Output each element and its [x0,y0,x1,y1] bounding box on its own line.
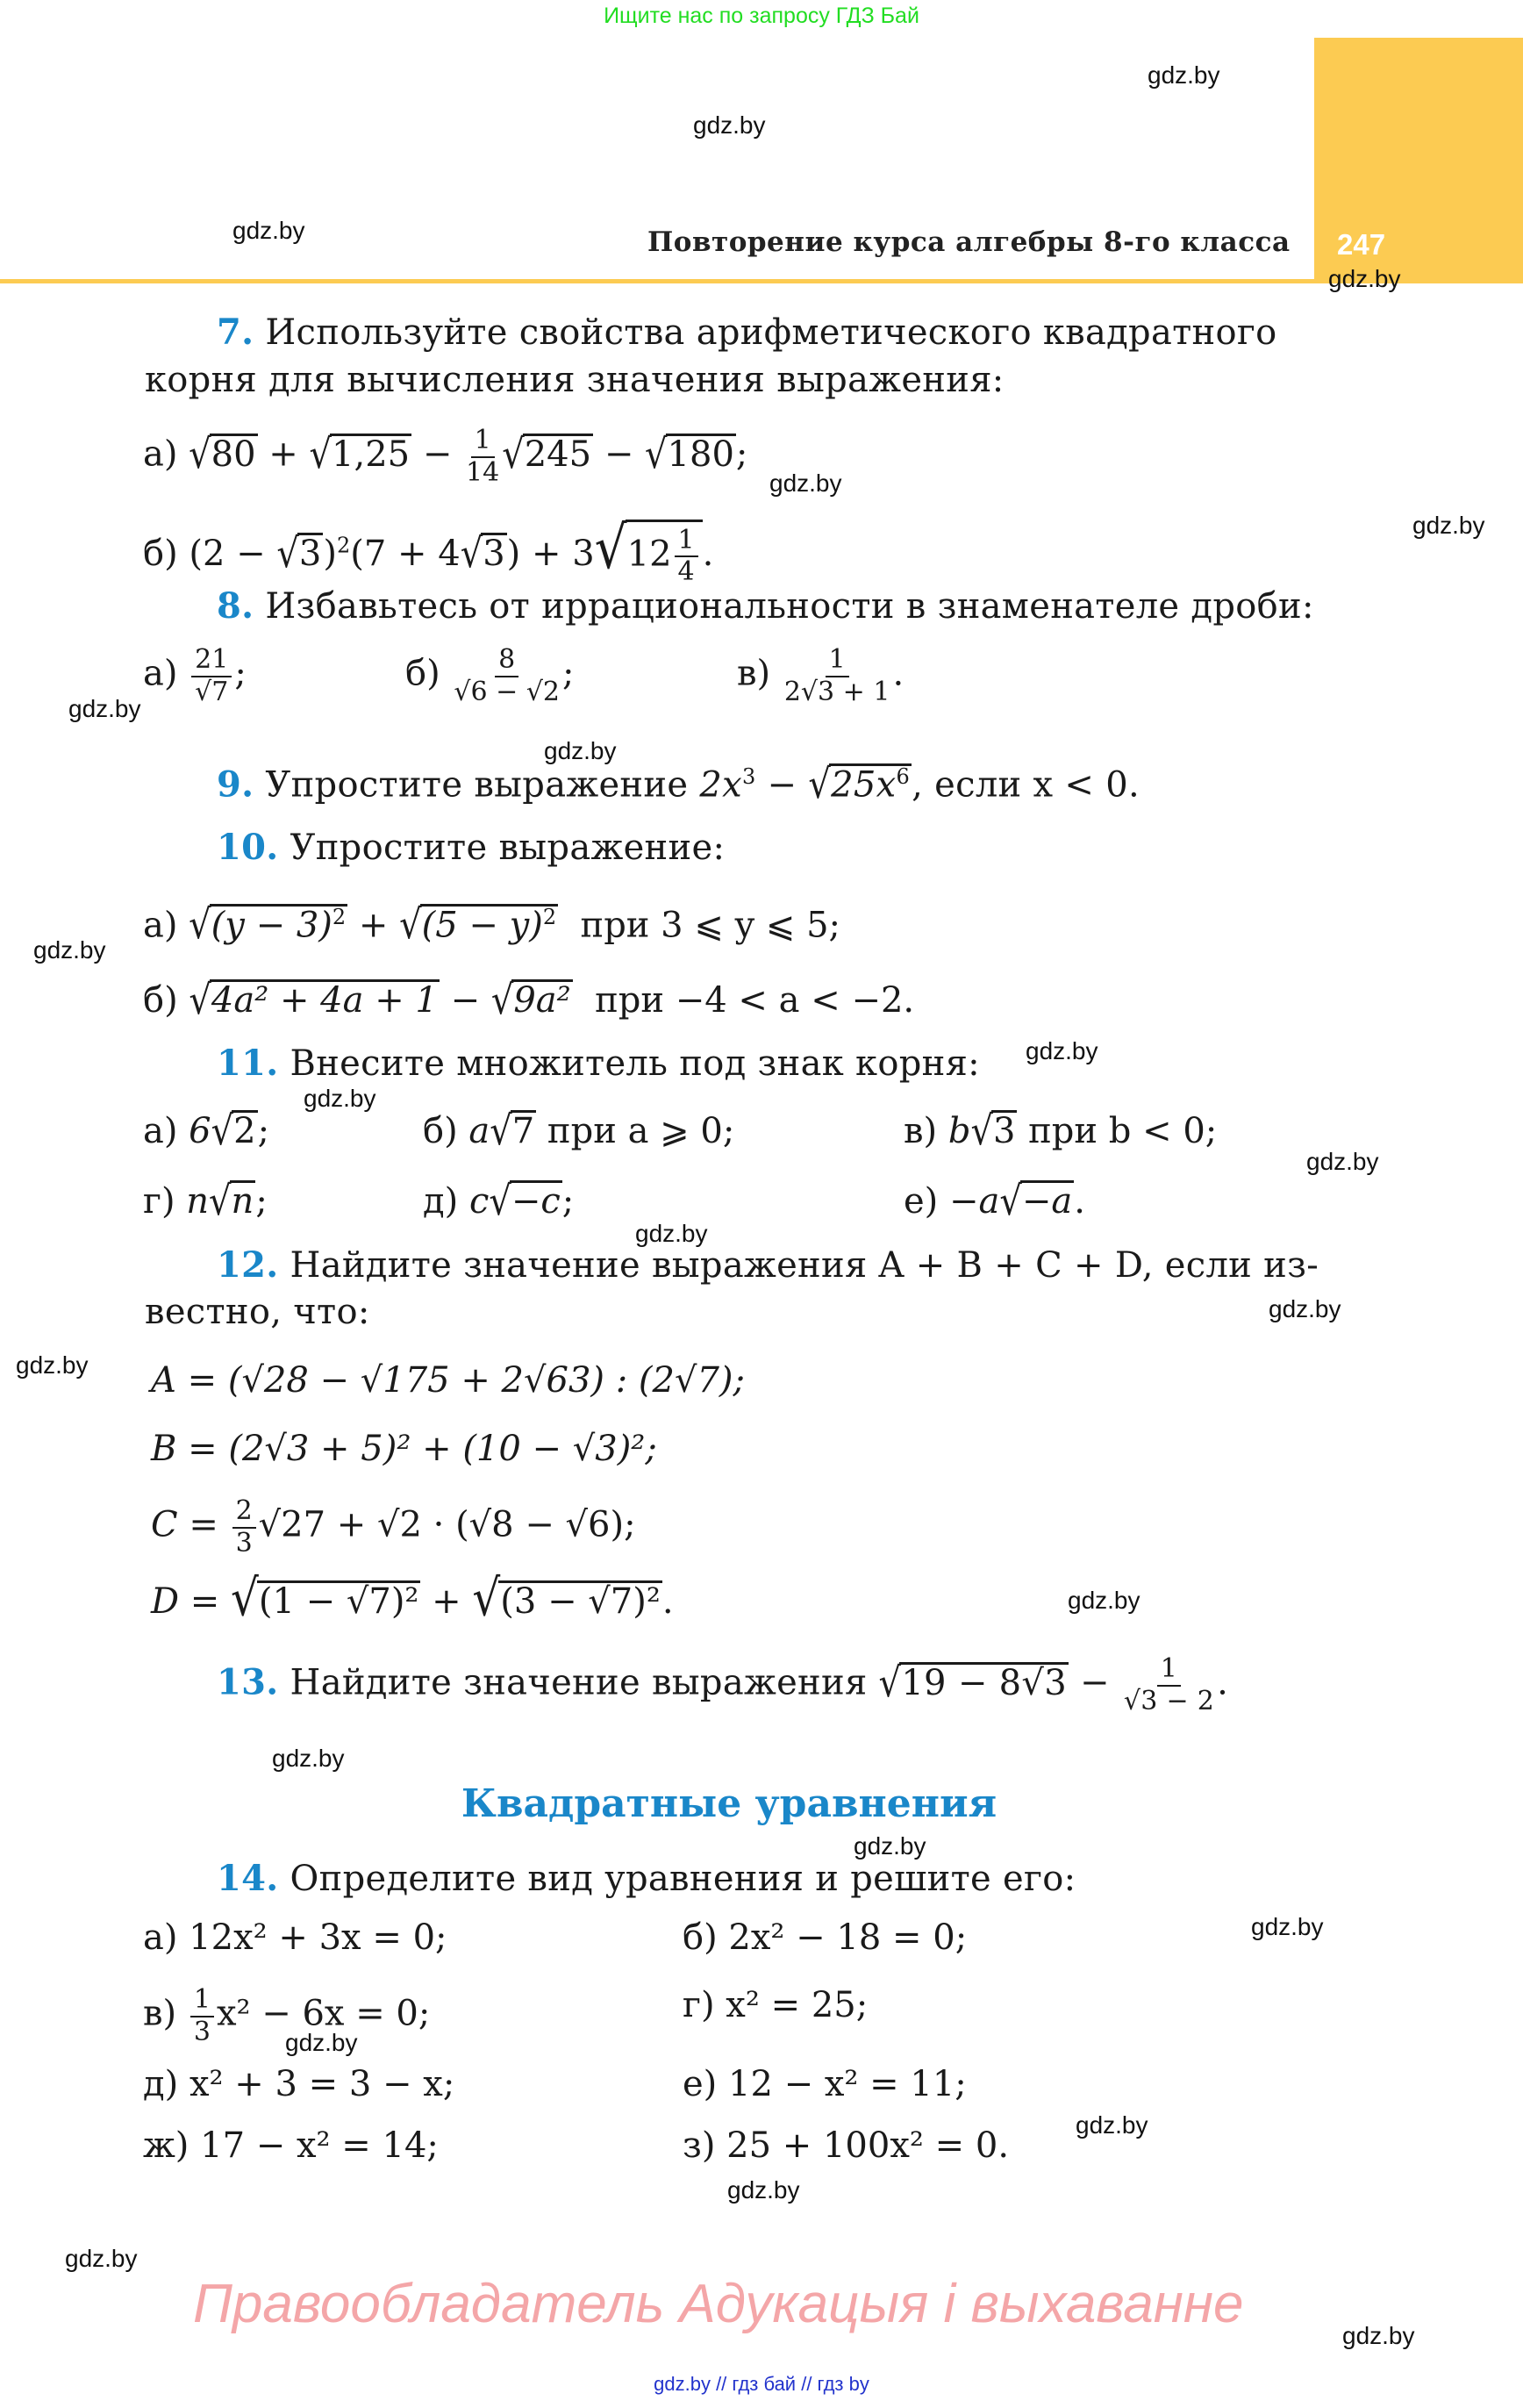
watermark: gdz.by [65,2245,138,2272]
watermark: gdz.by [854,1832,926,1860]
watermark: gdz.by [1306,1148,1379,1175]
problem-11-statement: 11. Внесите множитель под знак корня: [217,1043,980,1084]
problem-7-statement: 7. Используйте свойства арифметического квадратного [217,312,1277,353]
problem-12-statement-cont: вестно, что: [145,1292,370,1332]
page-number: 247 [1337,228,1386,261]
watermark: gdz.by [693,111,766,139]
watermark: gdz.by [232,217,305,244]
problem-10b: б) √4a² + 4a + 1 − √9a² при −4 < a < −2. [143,977,915,1024]
problem-11f: е) −a√−a. [904,1178,1085,1225]
problem-14f: е) 12 − x² = 11; [683,2064,967,2104]
watermark: gdz.by [1328,265,1401,292]
watermark: gdz.by [33,936,106,964]
problem-12-B: B = (2√3 + 5)² + (10 − √3)²; [151,1429,657,1469]
watermark: gdz.by [68,695,141,722]
problem-10-statement: 10. Упростите выражение: [217,827,726,868]
watermark: gdz.by [1076,2111,1148,2139]
problem-14d: г) x² = 25; [683,1985,869,2025]
watermark: gdz.by [769,469,842,497]
watermark: gdz.by [285,2029,358,2056]
watermark: gdz.by [727,2176,800,2204]
problem-11d: г) n√n; [143,1178,268,1225]
problem-11a: а) 6√2; [143,1107,270,1155]
problem-14-statement: 14. Определите вид уравнения и решите его: [217,1858,1076,1899]
problem-11e: д) c√−c; [423,1178,575,1225]
watermark: gdz.by [1251,1913,1324,1940]
header-rule [0,279,1314,283]
watermark: gdz.by [1412,512,1485,539]
problem-11b: б) a√7 при a ⩾ 0; [423,1107,735,1155]
problem-12-D: D = √(1 − √7)² + √(3 − √7)². [151,1568,674,1628]
problem-14h: з) 25 + 100x² = 0. [683,2125,1010,2166]
watermark: gdz.by [16,1351,89,1379]
problem-8c: в) $\frac{1}{2√3 + 1}$ . [737,644,905,707]
watermark: gdz.by [544,737,617,764]
search-banner[interactable]: Ищите нас по запросу ГДЗ Бай [604,4,919,28]
problem-11c: в) b√3 при b < 0; [904,1107,1218,1155]
watermark: gdz.by [1342,2322,1415,2349]
problem-8a: а) $\frac{21}{√7}$ ; [143,644,247,707]
problem-number: 7. [217,312,254,353]
problem-13-statement: 13. Найдите значение выражения √19 − 8√3 − $\frac{1}{√3 - 2}$ . [217,1653,1229,1716]
problem-10a: а) $√(y - 3)^2 + √(5 - y)^2$ при 3 ⩽ y ⩽ 5; [143,901,841,949]
watermark: gdz.by [635,1220,708,1247]
problem-9-statement: 9. Упростите выражение $2x^3 - √25x^6$, если x < 0. [217,761,1140,808]
problem-14g: ж) 17 − x² = 14; [143,2125,439,2166]
problem-8b: б) $\frac{8}{√6 - √2}$ ; [405,644,575,707]
problem-14b: б) 2x² − 18 = 0; [683,1917,968,1958]
watermark: gdz.by [1269,1295,1341,1322]
watermark: gdz.by [1026,1037,1098,1064]
problem-14a: а) 12x² + 3x = 0; [143,1917,447,1958]
problem-14e: д) x² + 3 = 3 − x; [143,2064,455,2104]
problem-7b: б) $(2 - √3)^2(7 + 4√3) + 3√12$ $\frac{1}{4}$ . [143,512,714,587]
problem-12-A: A = (√28 − √175 + 2√63) : (2√7); [151,1360,745,1401]
section-heading: Квадратные уравнения [461,1781,997,1826]
problem-12-statement: 12. Найдите значение выражения A + B + C + D, если из- [217,1244,1319,1286]
watermark: gdz.by [304,1085,376,1112]
problem-7a: а) √80 + √1,25 − $\frac{1}{14}$ √245 − √180; [143,425,748,488]
running-title: Повторение курса алгебры 8-го класса [647,226,1291,258]
watermark: gdz.by [1068,1587,1140,1614]
problem-7-statement-cont: корня для вычисления значения выражения: [145,360,1005,400]
footer-links[interactable]: gdz.by // гдз бай // гдз by [654,2373,869,2395]
rights-holder-notice: Правообладатель Адукацыя і выхаванне [193,2274,1244,2334]
watermark: gdz.by [1148,61,1220,89]
problem-8-statement: 8. Избавьтесь от иррациональности в знаменателе дроби: [217,585,1314,627]
watermark: gdz.by [272,1745,345,1772]
problem-12-C: C = $\frac{2}{3}$ √27 + √2 · (√8 − √6); [151,1495,636,1559]
problem-14c: в) $\frac{1}{3}$ x² − 6x = 0; [143,1984,431,2047]
